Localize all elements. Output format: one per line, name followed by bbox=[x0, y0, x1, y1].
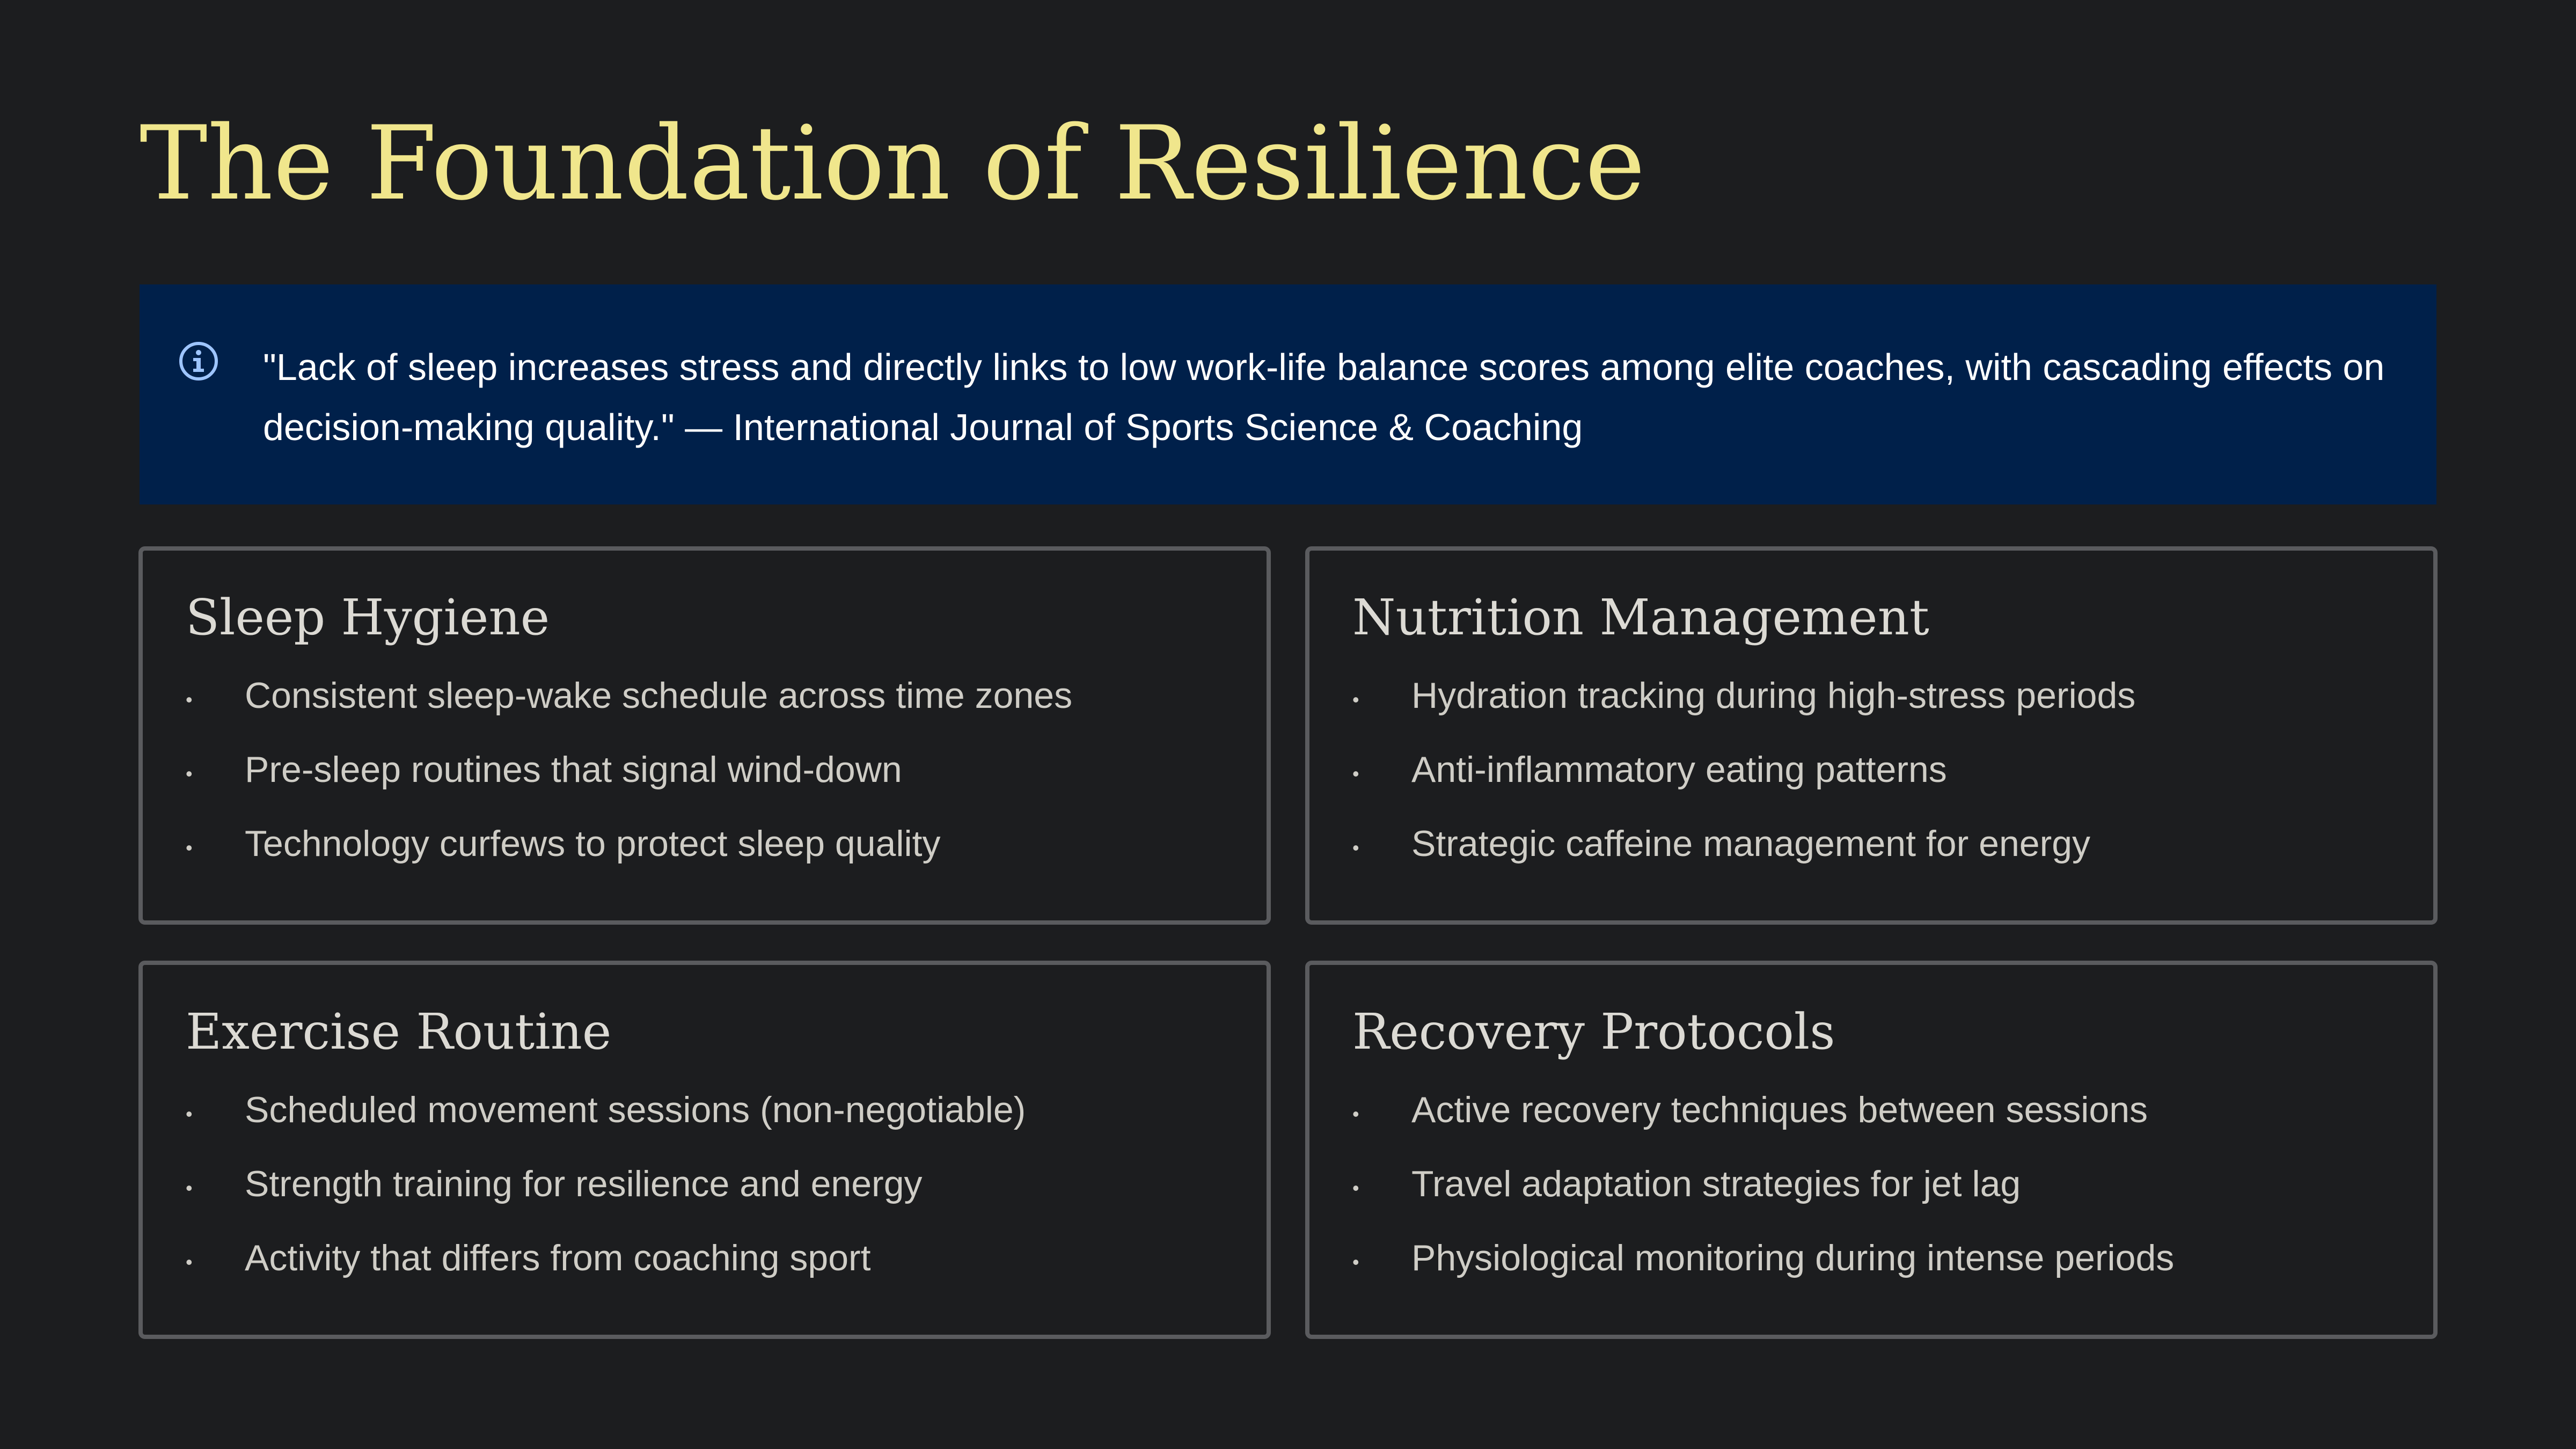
callout-quote: "Lack of sleep increases stress and directly links to low work-life balance scores among elite coaches, with cascading effects on decision-making quality." — International Journal of Sports Science & Coaching bbox=[263, 346, 2385, 448]
list-item-text: Travel adaptation strategies for jet lag bbox=[1411, 1163, 2021, 1204]
bullet-icon: • bbox=[1352, 1103, 1359, 1125]
list-item-text: Anti-inflammatory eating patterns bbox=[1411, 749, 1947, 790]
info-icon bbox=[178, 341, 219, 382]
card-nutrition-management bbox=[1305, 546, 2438, 925]
slide-title: The Foundation of Resilience bbox=[140, 104, 1645, 223]
card-title: Recovery Protocols bbox=[1352, 1003, 1835, 1060]
list-item-text: Activity that differs from coaching sport bbox=[245, 1238, 871, 1278]
bullet-icon: • bbox=[1352, 1251, 1359, 1273]
bullet-icon: • bbox=[186, 689, 193, 711]
bullet-icon: • bbox=[186, 763, 193, 785]
bullet-icon: • bbox=[1352, 763, 1359, 785]
card-title: Nutrition Management bbox=[1352, 589, 1929, 646]
list-item-text: Strategic caffeine management for energy bbox=[1411, 823, 2091, 864]
card-recovery-protocols bbox=[1305, 961, 2438, 1339]
bullet-icon: • bbox=[1352, 1177, 1359, 1199]
bullet-icon: • bbox=[1352, 689, 1359, 711]
list-item-text: Consistent sleep-wake schedule across time zones bbox=[245, 675, 1073, 716]
bullet-icon: • bbox=[186, 837, 193, 859]
list-item-text: Pre-sleep routines that signal wind-down bbox=[245, 749, 902, 790]
list-item-text: Hydration tracking during high-stress periods bbox=[1411, 675, 2136, 716]
list-item-text: Technology curfews to protect sleep quality bbox=[245, 823, 941, 864]
card-sleep-hygiene bbox=[138, 546, 1271, 925]
bullet-icon: • bbox=[1352, 837, 1359, 859]
quote-callout bbox=[140, 284, 2436, 504]
list-item-text: Strength training for resilience and energy bbox=[245, 1163, 923, 1204]
card-exercise-routine bbox=[138, 961, 1271, 1339]
list-item-text: Scheduled movement sessions (non-negotiable) bbox=[245, 1089, 1026, 1130]
card-title: Sleep Hygiene bbox=[186, 589, 550, 646]
bullet-icon: • bbox=[186, 1103, 193, 1125]
list-item-text: Physiological monitoring during intense periods bbox=[1411, 1238, 2175, 1278]
list-item-text: Active recovery techniques between sessions bbox=[1411, 1089, 2148, 1130]
bullet-icon: • bbox=[186, 1177, 193, 1199]
bullet-icon: • bbox=[186, 1251, 193, 1273]
card-title: Exercise Routine bbox=[186, 1003, 612, 1060]
